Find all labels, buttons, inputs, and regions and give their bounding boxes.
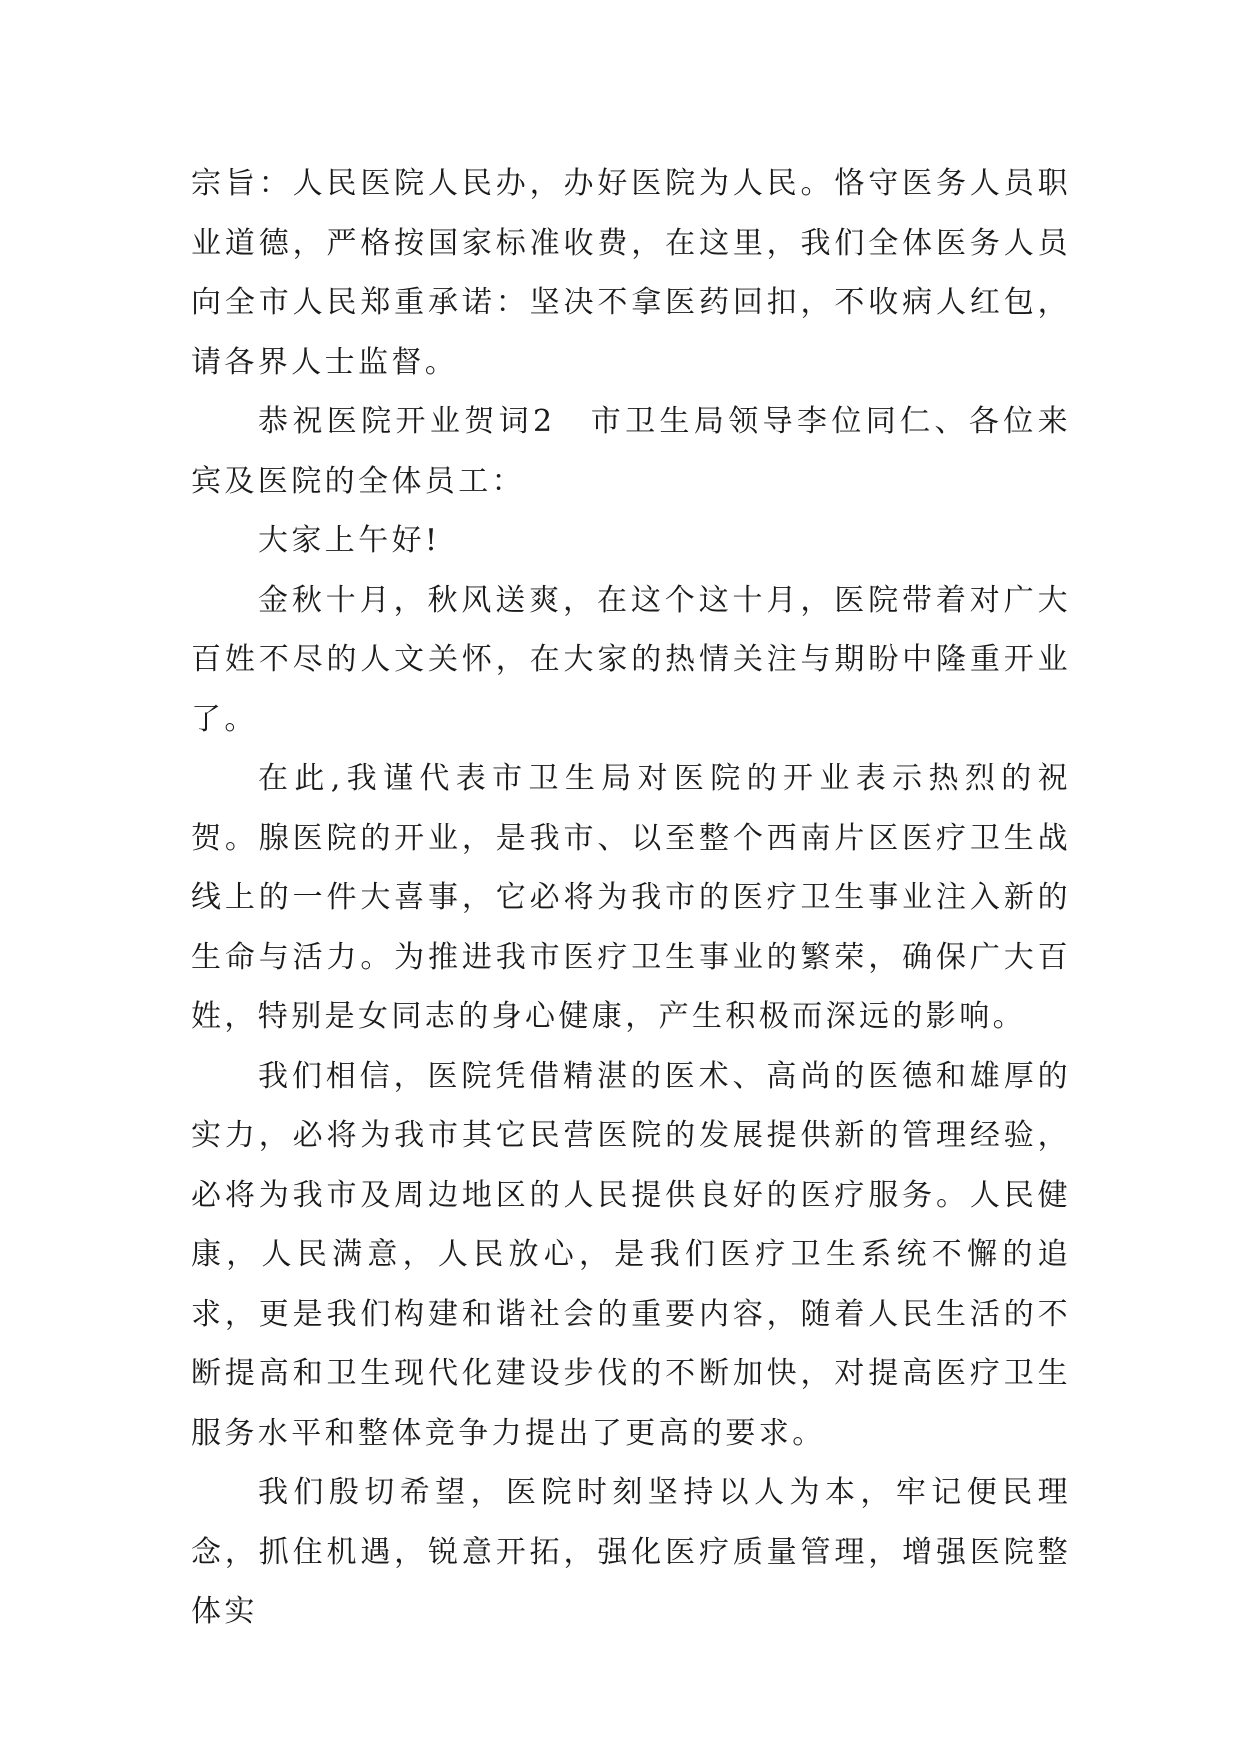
paragraph-salutation: 大家上午好! bbox=[258, 523, 441, 558]
paragraph-pledge: 宗旨：人民医院人民办，办好医院为人民。恪守医务人员职业道德，严格按国家标准收费，在这里，我们全体医务人员向全市人民郑重承诺：坚决不拿医药回扣，不收病人红包，请各界人士监督。 bbox=[191, 166, 1071, 380]
paragraph-confidence: 我们相信，医院凭借精湛的医术、高尚的医德和雄厚的实力，必将为我市其它民营医院的发展提供新的管理经验，必将为我市及周边地区的人民提供良好的医疗服务。人民健康，人民满意，人民放心，是我们医疗卫生系统不懈的追求，更是我们构建和谐社会的重要内容，随着人民生活的不断提高和卫生现代化建设步伐的不断加快，对提高医疗卫生服务水平和整体竞争力提出了更高的要求。 bbox=[191, 1058, 1071, 1451]
document-body bbox=[191, 154, 1071, 1642]
paragraph-hope: 我们殷切希望，医院时刻坚持以人为本，牢记便民理念，抓住机遇，锐意开拓，强化医疗质量管理，增强医院整体实 bbox=[191, 1475, 1071, 1629]
paragraph-opening: 金秋十月，秋风送爽，在这个这十月，医院带着对广大百姓不尽的人文关怀，在大家的热情关注与期盼中隆重开业了。 bbox=[191, 582, 1071, 737]
paragraph-congratulations: 在此,我谨代表市卫生局对医院的开业表示热烈的祝贺。腺医院的开业，是我市、以至整个西南片区医疗卫生战线上的一件大喜事，它必将为我市的医疗卫生事业注入新的生命与活力。为推进我市医疗卫生事业的繁荣，确保广大百姓，特别是女同志的身心健康，产生积极而深远的影响。 bbox=[191, 761, 1071, 1034]
paragraph-greeting-heading: 恭祝医院开业贺词2 市卫生局领导李位同仁、各位来宾及医院的全体员工： bbox=[191, 404, 1071, 499]
